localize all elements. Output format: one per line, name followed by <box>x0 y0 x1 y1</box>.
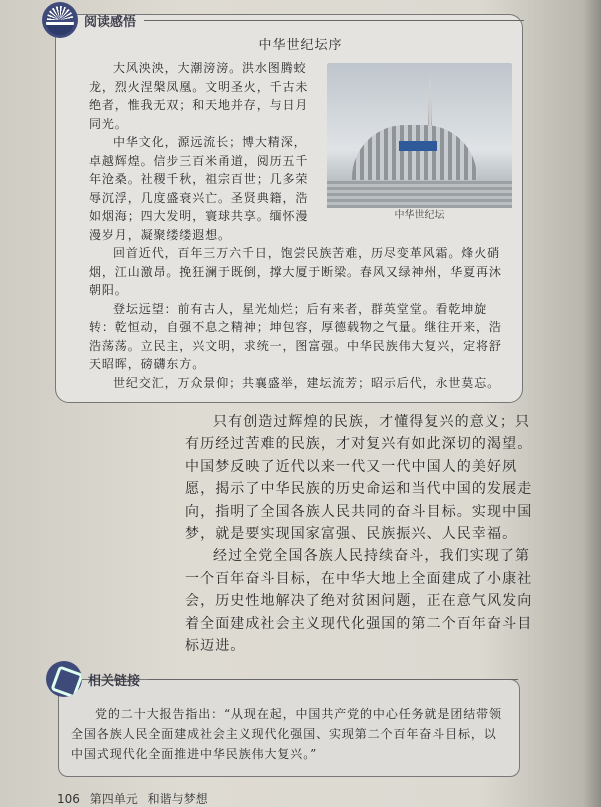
article-title: 中华世纪坛序 <box>258 38 343 53</box>
reading-section-header <box>42 2 524 38</box>
related-section <box>55 661 525 777</box>
divider <box>144 20 524 21</box>
related-section-header <box>46 661 518 697</box>
reading-box <box>55 14 523 403</box>
photo-figure <box>327 63 512 224</box>
article-text <box>89 59 512 392</box>
related-link-text: 党的二十大报告指出：“从现在起，中国共产党的中心任务就是团结带领全国各族人民全面建成社会主义现代化强国、实现第二个百年奋斗目标，以中国式现代化全面推进中华民族伟大复兴。” <box>71 707 502 762</box>
page-content <box>55 14 533 807</box>
page-number: 106 <box>57 792 80 807</box>
body-paragraph: 只有创造过辉煌的民族，才懂得复兴的意义；只有历经过苦难的民族，才对复兴有如此深切的渴望。中国梦反映了近代以来一代又一代中国人的美好夙愿，揭示了中华民族的历史命运和当代中国的发展走向，指明了全国各族人民共同的奋斗目标。实现中国梦，就是要实现国家富强、民族振兴、人民幸福。 <box>185 414 533 543</box>
related-section-icon <box>46 661 82 697</box>
article-paragraph: 世纪交汇，万众景仰；共襄盛举，建坛流芳；昭示后代，永世莫忘。 <box>113 375 501 390</box>
page-footer <box>57 791 525 807</box>
unit-title: 和谐与梦想 <box>147 792 208 807</box>
photo-caption: 中华世纪坛 <box>394 210 445 221</box>
body-text <box>185 411 540 657</box>
article-paragraph: 大风泱泱，大潮滂滂。洪水图腾蛟龙，烈火涅槃凤凰。文明圣火，千古未绝者，惟我无双；和天地并存，与日月同光。 <box>89 61 309 131</box>
reading-section-label: 阅读感悟 <box>84 14 137 30</box>
article-paragraph: 中华文化，源远流长；博大精深，卓越辉煌。信步三百米甬道，阅历五千年沧桑。社稷千秋，祖宗百世；几多荣辱沉浮，几度盛衰兴亡。圣贤典籍，浩如烟海；四大发明，寰球共享。缅怀漫漫岁月，凝聚缕缕遐想。 <box>89 135 309 242</box>
article-paragraph: 回首近代，百年三万六千日，饱尝民族苦难，历尽变革风霜。烽火硝烟，江山激昂。挽狂澜于既倒，撑大厦于断梁。春风又绿神州，华夏再沐朝阳。 <box>89 246 502 297</box>
unit-label: 第四单元 <box>89 792 138 807</box>
century-altar-photo <box>327 63 512 208</box>
divider <box>148 679 518 680</box>
reading-section-icon <box>42 2 78 38</box>
article-paragraph: 登坛远望：前有古人，星光灿烂；后有来者，群英堂堂。看乾坤旋转：乾恒动，自强不息之精神；坤包容，厚德载物之气量。继往开来，浩浩荡荡。立民主，兴文明，求统一，图富强。中华民族伟大复兴，定将舒天昭晖，磅礴东方。 <box>89 301 502 371</box>
related-section-label: 相关链接 <box>88 673 141 689</box>
body-paragraph: 经过全党全国各族人民持续奋斗，我们实现了第一个百年奋斗目标，在中华大地上全面建成了小康社会，历史性地解决了绝对贫困问题，正在意气风发向着全面建成社会主义现代化强国的第二个百年奋斗目标迈进。 <box>185 548 533 655</box>
